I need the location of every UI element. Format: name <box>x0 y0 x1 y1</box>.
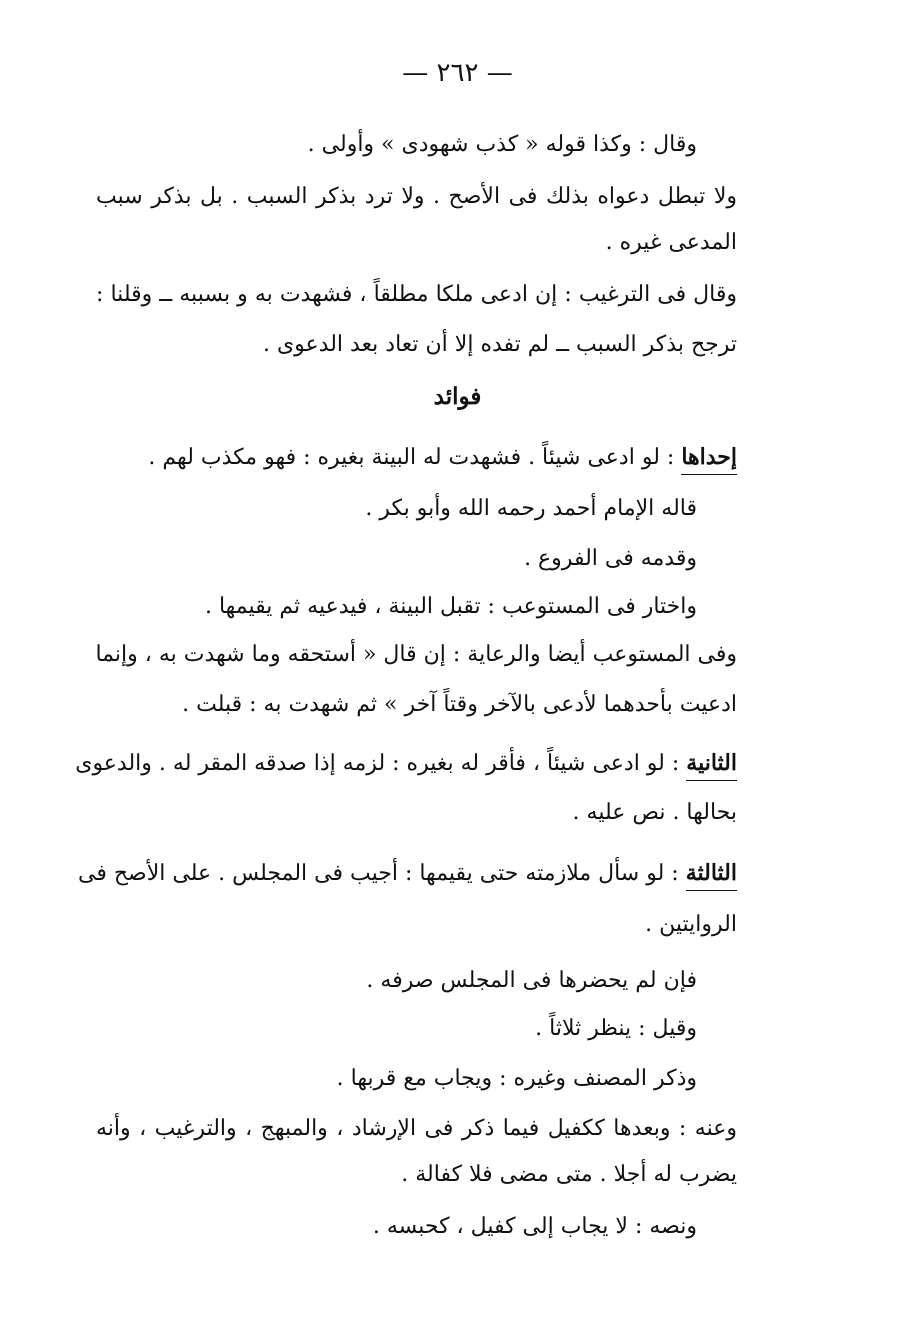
text-line: قاله الإمام أحمد رحمه الله وأبو بكر . <box>365 496 697 521</box>
text-line: ادعيت بأحدهما لأدعى بالآخر وقتاً آخر » ثم شهدت به : قبلت . <box>182 692 737 717</box>
item-label: الثانية <box>686 750 737 776</box>
text-line: وقدمه فى الفروع . <box>524 546 697 571</box>
text-line: وقيل : ينظر ثلاثاً . <box>535 1016 697 1041</box>
text-line: فإن لم يحضرها فى المجلس صرفه . <box>366 968 697 993</box>
text-line: وعنه : وبعدها ككفيل فيما ذكر فى الإرشاد ، والمبهج ، والترغيب ، وأنه <box>96 1116 737 1141</box>
text-line <box>77 858 737 889</box>
text-line: يضرب له أجلا . متى مضى فلا كفالة . <box>401 1162 737 1187</box>
section-heading: فوائد <box>433 383 482 410</box>
text-line: المدعى غيره . <box>605 230 737 255</box>
text-line <box>148 442 737 473</box>
item-text: : لو ادعى شيئاً ، فأقر له بغيره : لزمه إذا صدقه المقر له . والدعوى <box>75 751 687 776</box>
text-line: وقال فى الترغيب : إن ادعى ملكا مطلقاً ، فشهدت به و بسببه ــ وقلنا : <box>96 282 737 307</box>
text-line <box>75 748 737 779</box>
text-line: ونصه : لا يجاب إلى كفيل ، كحبسه . <box>372 1214 697 1239</box>
item-text: : لو سأل ملازمته حتى يقيمها : أجيب فى المجلس . على الأصح فى <box>77 861 686 886</box>
text-line: بحالها . نص عليه . <box>572 800 737 825</box>
item-label: إحداها <box>681 444 737 470</box>
text-line: وقال : وكذا قوله « كذب شهودى » وأولى . <box>307 132 697 157</box>
item-label: الثالثة <box>685 860 737 886</box>
item-text: : لو ادعى شيئاً . فشهدت له البينة بغيره : فهو مكذب لهم . <box>148 445 682 470</box>
page-number: — ٢٦٢ — <box>402 58 513 88</box>
text-line: وفى المستوعب أيضا والرعاية : إن قال « أستحقه وما شهدت به ، وإنما <box>95 642 737 667</box>
text-line: ترجح بذكر السبب ــ لم تفده إلا أن تعاد بعد الدعوى . <box>262 332 737 357</box>
text-line: واختار فى المستوعب : تقبل البينة ، فيدعيه ثم يقيمها . <box>204 594 697 619</box>
text-line: وذكر المصنف وغيره : ويجاب مع قربها . <box>336 1066 697 1091</box>
text-line: ولا تبطل دعواه بذلك فى الأصح . ولا ترد بذكر السبب . بل بذكر سبب <box>96 184 737 209</box>
text-line: الروايتين . <box>645 912 737 937</box>
